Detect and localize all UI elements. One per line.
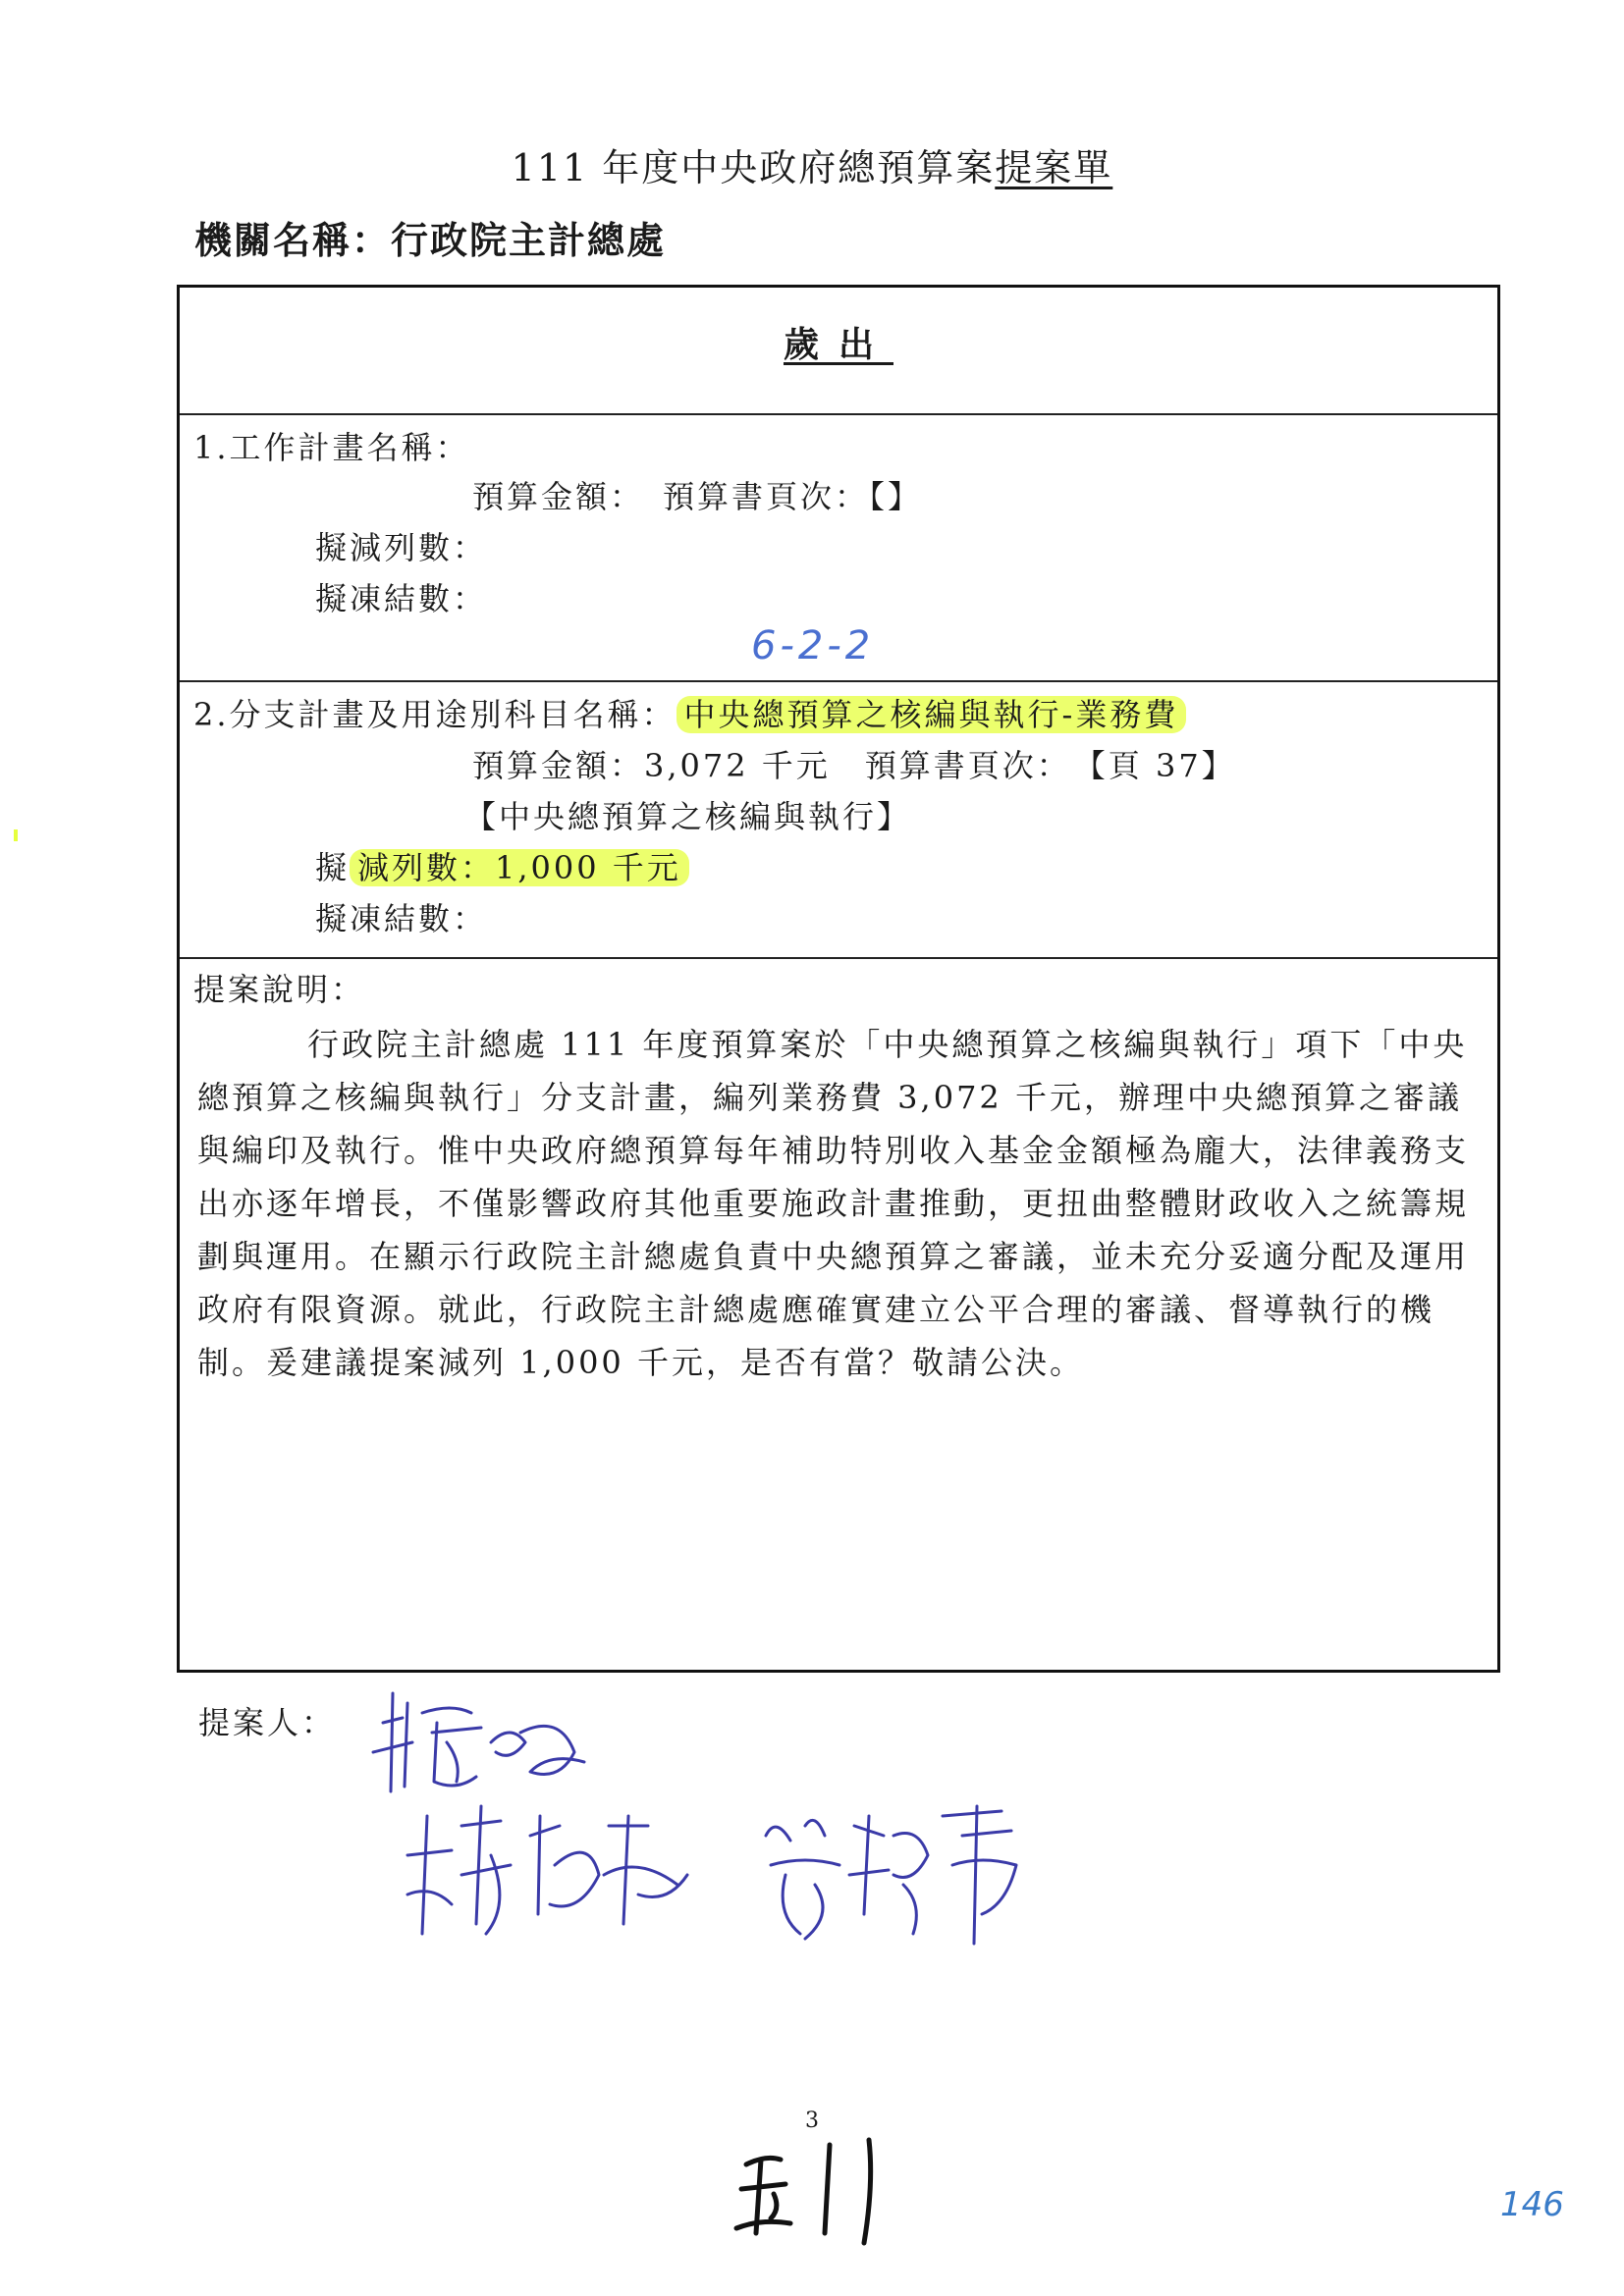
divider-2 [180,680,1497,682]
handwritten-code: 6-2-2 [751,623,875,668]
item2-program: 【中央總預算之核編與執行】 [464,798,912,835]
explanation-paragraph [197,1018,1474,1389]
highlight-mark [14,829,18,841]
item2-reduce-value-highlighted: 減列數：1,000 千元 [350,849,689,886]
item2-line [193,690,1186,735]
item2-label: 2.分支計畫及用途別科目名稱： [193,696,677,733]
item1-reduce: 擬減列數： [315,529,488,566]
agency-line [194,210,666,264]
handwritten-initial [727,2125,903,2253]
handwritten-number: 146 [1500,2185,1564,2224]
section-header: 歲出 [783,325,893,365]
item1-budget-line: 預算金額： 預算書頁次：【】 [472,478,923,515]
agency-name: 行政院主計總處 [391,219,667,262]
explanation-label: 提案說明： [193,971,366,1008]
title-underlined: 提案單 [995,146,1113,189]
item2-budget-line: 預算金額：3,072 千元 預算書頁次： 【頁 37】 [472,747,1236,784]
explanation-text: 行政院主計總處 111 年度預算案於「中央總預算之核編與執行」項下「中央總預算之核編與執行」分支計畫，編列業務費 3,072 千元，辦理中央總預算之審議與編印及執行。惟中央政府總預算每年補助特別收入基金金額極為龐大，法律義務支出亦逐年增長，不僅影響政府其他重要施政計畫推動，更扭曲整體財政收入之統籌規劃與運用。在顯示行政院主計總處負責中央總預算之審議，並未充分妥適分配及運用政府有限資源。就此，行政院主計總處應確實建立公平合理的審議、督導執行的機制。爰建議提案減列 1,000 千元，是否有當？敬請公決。 [197,1026,1470,1381]
item2-reduce-line [315,843,689,888]
proposal-form-box [177,285,1500,1673]
item2-subject-highlighted: 中央總預算之核編與執行-業務費 [677,696,1187,733]
explanation-section [180,957,1497,1672]
item1-freeze: 擬凍結數： [315,580,488,617]
title-main: 111 年度中央政府總預算案 [511,146,996,189]
divider-1 [180,413,1497,415]
proposer-label: 提案人： [198,1704,337,1741]
signature-2 [393,1796,707,1944]
item2-freeze: 擬凍結數： [315,900,488,937]
page-number: 3 [805,2109,819,2133]
item1-label: 1.工作計畫名稱： [193,429,470,466]
signature-3 [746,1796,1041,1953]
agency-label: 機關名稱： [194,219,392,262]
document-title [0,137,1624,191]
signature-1 [363,1683,599,1811]
item2-reduce-label: 擬 [315,849,351,886]
